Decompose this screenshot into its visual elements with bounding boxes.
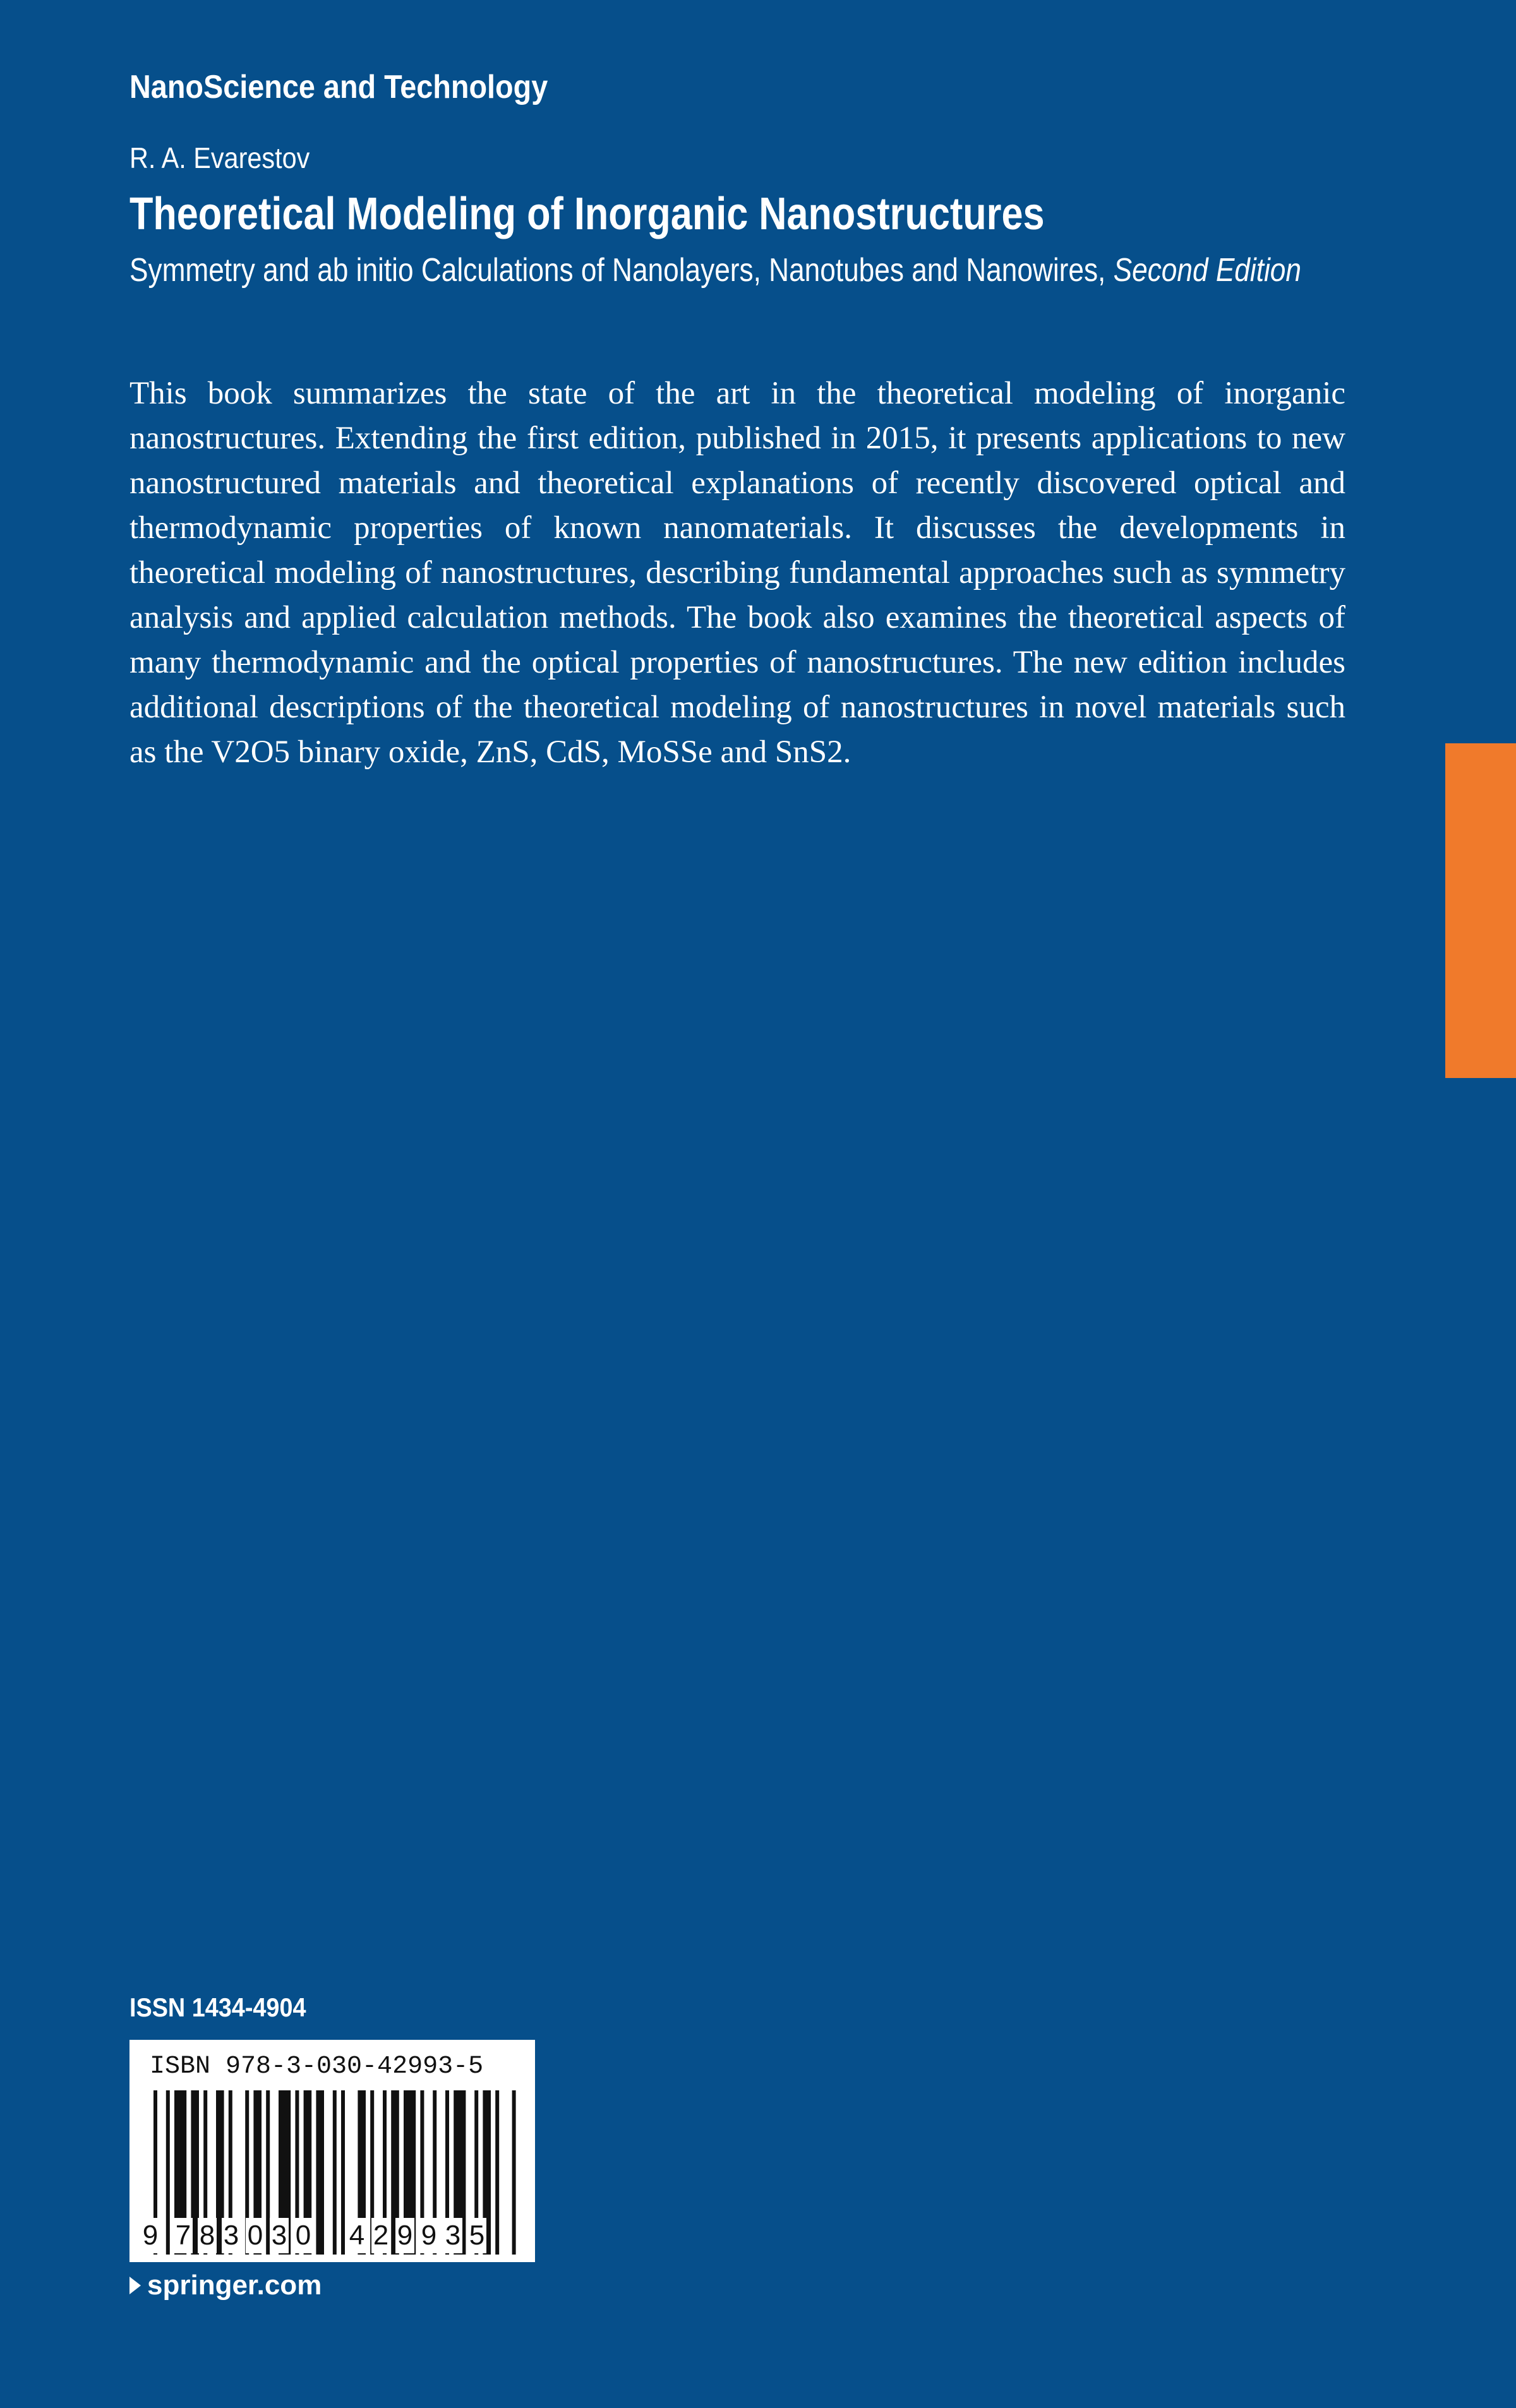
- edition-label: Second Edition: [1113, 252, 1301, 289]
- subtitle-main: Symmetry and ab initio Calculations of Nanolayers, Nanotubes and Nanowires,: [129, 252, 1114, 289]
- barcode-digit: 0: [246, 2218, 265, 2253]
- issn-label: ISSN 1434-4904: [129, 1992, 306, 2022]
- author-name: R. A. Evarestov: [129, 141, 310, 174]
- barcode-digit: 7: [174, 2218, 193, 2253]
- book-subtitle: [129, 251, 1301, 289]
- barcode-digit: 3: [270, 2218, 289, 2253]
- barcode-digit: 9: [141, 2218, 160, 2253]
- barcode-panel: [129, 2040, 535, 2262]
- accent-tab: [1445, 743, 1516, 1078]
- barcode-digit: 2: [371, 2218, 390, 2253]
- publisher-url: springer.com: [147, 2270, 322, 2301]
- barcode-digit: 5: [467, 2218, 486, 2253]
- barcode-digit: 9: [419, 2218, 438, 2253]
- series-name: NanoScience and Technology: [129, 69, 548, 105]
- barcode-digit: 4: [347, 2218, 366, 2253]
- barcode-digit: 3: [443, 2218, 462, 2253]
- publisher-link[interactable]: [129, 2270, 322, 2301]
- barcode-digit: 8: [198, 2218, 217, 2253]
- barcode-digit: 9: [395, 2218, 414, 2253]
- book-title: Theoretical Modeling of Inorganic Nanostructures: [129, 189, 1045, 239]
- book-description: This book summarizes the state of the art in the theoretical modeling of inorganic nanostructures. Extending the first edition, published in 2015, it presents applications to new nanostructured materials and theoretical explanations of recently discovered optical and thermodynamic properties of known nanomaterials. It discusses the developments in theoretical modeling of nanostructures, describing fundamental approaches such as symmetry analysis and applied calculation methods. The book also examines the theoretical aspects of many thermodynamic and the optical properties of nanostructures. The new edition includes additional descriptions of the theoretical modeling of nanostructures in novel materials such as the V2O5 binary oxide, ZnS, CdS, MoSSe and SnS2.: [129, 376, 1345, 770]
- isbn-label: ISBN 978-3-030-42993-5: [150, 2052, 484, 2081]
- barcode-digit: 3: [222, 2218, 241, 2253]
- play-arrow-icon: [129, 2277, 141, 2294]
- barcode-digits: [129, 2218, 535, 2253]
- barcode-digit: 0: [294, 2218, 313, 2253]
